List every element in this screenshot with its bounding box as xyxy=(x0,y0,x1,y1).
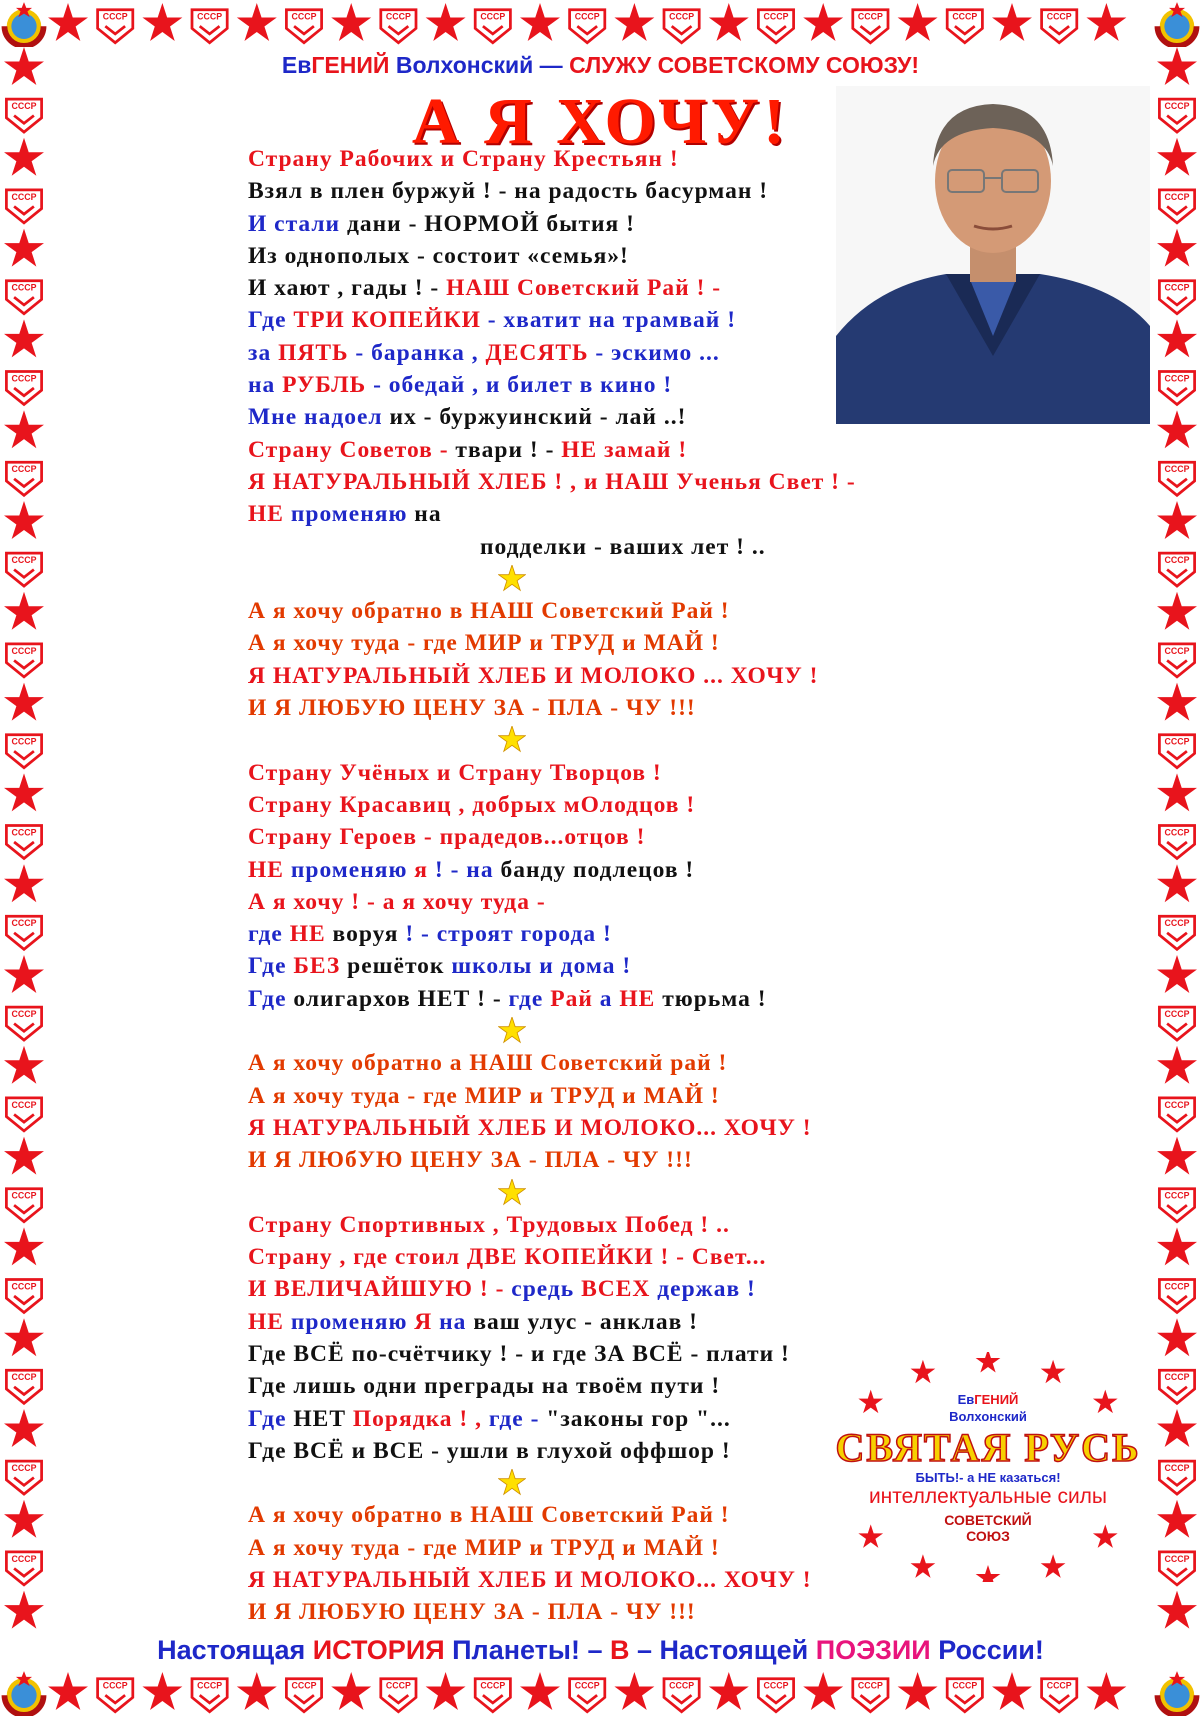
ussr-badge-icon xyxy=(98,1679,133,1712)
red-star-icon xyxy=(4,1409,44,1447)
text-segment: банду подлецов ! xyxy=(500,856,695,883)
ussr-emblem-icon xyxy=(4,1671,43,1715)
footer-segment: Планеты! – xyxy=(444,1635,610,1665)
logo-subtitle: интеллектуальные силы xyxy=(868,1485,1108,1508)
text-segment: Где ВСЁ и ВСЕ - ушли в глухой оффшор ! xyxy=(248,1437,731,1464)
red-star-icon xyxy=(898,1672,938,1710)
chorus-line xyxy=(248,627,968,659)
poem-line xyxy=(248,918,968,950)
ussr-badge-icon xyxy=(286,1679,321,1712)
text-segment: Мне надоел xyxy=(248,404,390,431)
red-star-icon xyxy=(1157,592,1197,630)
text-segment: А я хочу обратно в НАШ Советский Рай ! xyxy=(248,598,730,625)
red-star-icon xyxy=(426,1672,466,1710)
logo-bottom-1: СОВЕТСКИЙ xyxy=(944,1512,1032,1528)
text-segment: Страну Рабочих и Страну Крестьян ! xyxy=(248,146,679,172)
red-star-icon xyxy=(803,1672,843,1710)
ussr-badge-icon xyxy=(6,916,41,949)
divider-star-icon xyxy=(248,1015,968,1047)
text-segment: Порядка ! , xyxy=(352,1405,489,1432)
logo-author-name: ГЕНИЙ xyxy=(974,1392,1019,1407)
poem-line xyxy=(248,401,968,433)
red-star-icon xyxy=(520,3,560,41)
text-segment: ПЯТЬ xyxy=(278,339,349,366)
poem-line xyxy=(248,337,968,369)
text-segment: НЕ xyxy=(248,501,291,528)
ussr-badge-icon xyxy=(570,1679,605,1712)
ussr-emblem-icon xyxy=(1157,1671,1196,1715)
text-segment: Где лишь одни преграды на твоём пути ! xyxy=(248,1373,721,1400)
text-segment: променяю xyxy=(290,856,415,883)
text-segment: И Я ЛЮБУЮ ЦЕНУ ЗА - ПЛА - ЧУ !!! xyxy=(248,1599,696,1626)
red-star-icon xyxy=(1157,1046,1197,1084)
text-segment: Взял в плен буржуй ! - на радость басурман ! xyxy=(248,178,769,205)
text-segment: Из однополых - состоит «семья»! xyxy=(248,242,629,269)
red-star-icon xyxy=(1157,501,1197,539)
red-star-icon xyxy=(4,319,44,357)
ussr-badge-icon xyxy=(6,281,41,314)
ussr-badge-icon xyxy=(6,372,41,405)
text-segment: на xyxy=(248,372,283,399)
red-star-icon xyxy=(4,683,44,721)
poem-line xyxy=(248,466,968,498)
red-star-icon xyxy=(1157,773,1197,811)
red-star-icon xyxy=(976,1352,1001,1373)
red-star-icon xyxy=(992,3,1032,41)
red-star-icon xyxy=(4,410,44,448)
text-segment: И хают , гады ! - xyxy=(248,275,447,302)
red-star-icon xyxy=(1157,229,1197,267)
text-segment: И стали xyxy=(248,210,347,237)
text-segment: подделки - ваших лет ! .. xyxy=(480,533,766,560)
text-segment: Где ВСЁ по-счётчику ! - и где ЗА ВСЁ - плати ! xyxy=(248,1340,790,1367)
ussr-badge-icon xyxy=(758,1679,793,1712)
red-star-icon xyxy=(1086,1672,1126,1710)
text-segment: Где xyxy=(248,953,294,980)
ussr-badge-icon xyxy=(1159,553,1194,586)
text-segment: Где xyxy=(248,1405,294,1432)
text-segment: Я НАТУРАЛЬНЫЙ ХЛЕБ ! , и НАШ Ученья Свет ! - xyxy=(248,468,856,495)
ussr-badge-icon xyxy=(1159,281,1194,314)
ussr-badge-icon xyxy=(6,1461,41,1494)
ussr-badge-icon xyxy=(475,10,510,43)
text-segment: НАШ Советский Рай ! - xyxy=(446,275,722,302)
text-segment: ТРИ КОПЕЙКИ xyxy=(293,307,481,334)
text-segment: А я хочу обратно а НАШ Советский рай ! xyxy=(248,1050,728,1077)
text-segment: ДЕСЯТЬ xyxy=(485,339,589,366)
text-segment: средь xyxy=(511,1276,582,1303)
text-segment: дани - НОРМОЙ бытия ! xyxy=(346,210,635,237)
poem-line xyxy=(248,304,968,336)
red-star-icon xyxy=(237,3,277,41)
red-star-icon xyxy=(331,1672,371,1710)
ussr-badge-icon xyxy=(1042,1679,1077,1712)
ussr-badge-icon xyxy=(6,1007,41,1040)
poem-line xyxy=(248,143,968,175)
poem-line xyxy=(248,369,968,401)
red-star-icon xyxy=(911,1554,936,1578)
header-author-prefix: Ев xyxy=(281,52,312,78)
ussr-badge-icon xyxy=(1159,1461,1194,1494)
text-segment: я xyxy=(414,856,428,883)
text-segment: БЕЗ xyxy=(293,953,348,980)
text-segment: А я хочу ! - а я хочу туда - xyxy=(248,888,546,915)
poem-line xyxy=(248,498,968,530)
red-star-icon xyxy=(1157,683,1197,721)
logo-author xyxy=(828,1392,1148,1407)
logo-author-prefix: Ев xyxy=(957,1392,975,1407)
red-star-icon xyxy=(709,1672,749,1710)
poem-line xyxy=(248,434,968,466)
chorus-line xyxy=(248,692,968,724)
text-segment: - обедай , и билет в кино ! xyxy=(366,372,673,399)
ussr-badge-icon xyxy=(6,1098,41,1131)
red-star-icon xyxy=(48,1672,88,1710)
red-star-icon xyxy=(709,3,749,41)
ussr-badge-icon xyxy=(947,10,982,43)
text-segment: олигархов НЕТ ! - xyxy=(293,985,509,1012)
red-star-icon xyxy=(4,1500,44,1538)
red-star-icon xyxy=(4,1318,44,1356)
header-author-name: ГЕНИЙ xyxy=(311,52,390,78)
chorus-line xyxy=(248,1596,968,1628)
text-segment: Страну , где стоил ДВЕ КОПЕЙКИ ! - Свет... xyxy=(248,1244,767,1271)
text-segment: А я хочу туда - где МИР и ТРУД и МАЙ ! xyxy=(248,630,720,657)
ussr-badge-icon xyxy=(475,1679,510,1712)
ussr-badge-icon xyxy=(381,1679,416,1712)
red-star-icon xyxy=(4,229,44,267)
text-segment: где - xyxy=(488,1405,547,1432)
chorus xyxy=(248,1047,968,1176)
poem-line xyxy=(248,531,968,563)
ussr-badge-icon xyxy=(6,826,41,859)
text-segment: твари ! - xyxy=(455,436,562,463)
poem-title: А Я ХОЧУ! xyxy=(411,85,790,158)
red-star-icon xyxy=(1157,1227,1197,1265)
text-segment: школы и дома ! xyxy=(451,953,632,980)
ussr-badge-icon xyxy=(947,1679,982,1712)
poem-line xyxy=(248,272,968,304)
text-segment: на xyxy=(439,1308,474,1335)
red-star-icon xyxy=(4,1591,44,1629)
red-star-icon xyxy=(1157,955,1197,993)
logo-bottom-2: СОЮЗ xyxy=(966,1528,1010,1544)
text-segment: А я хочу туда - где МИР и ТРУД и МАЙ ! xyxy=(248,1082,720,1109)
poem-line xyxy=(248,983,968,1015)
text-segment: НЕ xyxy=(619,985,663,1012)
text-segment: - эскимо ... xyxy=(588,339,720,366)
ussr-badge-icon xyxy=(853,10,888,43)
text-segment: НЕ xyxy=(248,1308,291,1335)
text-segment: их - буржуинский - лай ..! xyxy=(389,404,687,431)
poem-line xyxy=(248,1273,968,1305)
red-star-icon xyxy=(1157,864,1197,902)
footer-segment: – Настоящей xyxy=(629,1635,816,1665)
poem-line xyxy=(248,208,968,240)
logo-motto: БЫТЬ!- а НЕ казаться! xyxy=(915,1470,1061,1485)
red-star-icon xyxy=(4,1137,44,1175)
text-segment: Страну Советов - xyxy=(248,436,456,463)
text-segment: Страну Спортивных , Трудовых Побед ! .. xyxy=(248,1211,730,1238)
ussr-badge-icon xyxy=(758,10,793,43)
text-segment: А я хочу обратно в НАШ Советский Рай ! xyxy=(248,1502,730,1529)
text-segment: А я хочу туда - где МИР и ТРУД и МАЙ ! xyxy=(248,1534,720,1561)
ussr-badge-icon xyxy=(1159,190,1194,223)
text-segment: И Я ЛЮбУЮ ЦЕНУ ЗА - ПЛА - ЧУ !!! xyxy=(248,1147,693,1174)
red-star-icon xyxy=(4,955,44,993)
red-star-icon xyxy=(1157,1409,1197,1447)
text-segment: променяю xyxy=(290,501,415,528)
text-segment: променяю xyxy=(290,1308,415,1335)
text-segment: на xyxy=(414,501,442,528)
poem-line xyxy=(248,854,968,886)
text-segment: И Я ЛЮБУЮ ЦЕНУ ЗА - ПЛА - ЧУ !!! xyxy=(248,695,696,722)
chorus-line xyxy=(248,595,968,627)
poem-line xyxy=(248,757,968,789)
ussr-badge-icon xyxy=(6,1189,41,1222)
text-segment: "законы гор "... xyxy=(546,1405,731,1432)
ussr-badge-icon xyxy=(1042,10,1077,43)
ussr-badge-icon xyxy=(1159,1552,1194,1585)
ussr-badge-icon xyxy=(1159,735,1194,768)
red-star-icon xyxy=(4,501,44,539)
footer-segment: В xyxy=(609,1635,630,1665)
red-star-icon xyxy=(426,3,466,41)
poem-line xyxy=(248,821,968,853)
footer-segment: Настоящая xyxy=(157,1635,313,1665)
red-star-icon xyxy=(142,3,182,41)
divider-star-icon xyxy=(248,724,968,756)
poem-line xyxy=(248,175,968,207)
ussr-badge-icon xyxy=(6,1370,41,1403)
footer-segment: России! xyxy=(930,1635,1044,1665)
red-star-icon xyxy=(4,864,44,902)
text-segment: Где xyxy=(248,307,294,334)
red-star-icon xyxy=(4,592,44,630)
chorus-line xyxy=(248,660,968,692)
ussr-badge-icon xyxy=(1159,644,1194,677)
red-star-icon xyxy=(48,3,88,41)
chorus xyxy=(248,595,968,724)
text-segment: - хватит на трамвай ! xyxy=(480,307,737,334)
text-segment: ваш улус - анклав ! xyxy=(473,1308,699,1335)
ussr-badge-icon xyxy=(1159,1280,1194,1313)
ussr-badge-icon xyxy=(1159,1189,1194,1222)
red-star-icon xyxy=(614,1672,654,1710)
red-star-icon xyxy=(331,3,371,41)
header-author-surname: Волхонский — xyxy=(389,52,570,78)
ussr-badge-icon xyxy=(664,1679,699,1712)
text-segment: ! - строят города ! xyxy=(405,921,612,948)
footer-line xyxy=(0,1635,1201,1666)
poem-line xyxy=(248,886,968,918)
poem-line xyxy=(248,1306,968,1338)
logo-main-text: СВЯТАЯ РУСЬ xyxy=(835,1425,1141,1470)
ussr-badge-icon xyxy=(1159,1098,1194,1131)
chorus-line xyxy=(248,1112,968,1144)
ussr-badge-icon xyxy=(664,10,699,43)
red-star-icon xyxy=(1086,3,1126,41)
ussr-badge-icon xyxy=(6,1552,41,1585)
header-line xyxy=(0,52,1201,79)
chorus-line xyxy=(248,1144,968,1176)
poem-line xyxy=(248,950,968,982)
red-star-icon xyxy=(911,1360,936,1384)
chorus-line xyxy=(248,1080,968,1112)
ussr-badge-icon xyxy=(6,735,41,768)
ussr-badge-icon xyxy=(1159,1370,1194,1403)
ussr-badge-icon xyxy=(381,10,416,43)
poem-line xyxy=(248,789,968,821)
red-star-icon xyxy=(1157,319,1197,357)
text-segment: воруя xyxy=(332,921,406,948)
red-star-icon xyxy=(520,1672,560,1710)
text-segment: за xyxy=(248,339,279,366)
text-segment: Я НАТУРАЛЬНЫЙ ХЛЕБ И МОЛОКО... ХОЧУ ! xyxy=(248,1114,812,1141)
red-star-icon xyxy=(4,1046,44,1084)
ussr-badge-icon xyxy=(6,1280,41,1313)
red-star-icon xyxy=(1157,1500,1197,1538)
red-star-icon xyxy=(803,3,843,41)
ussr-badge-icon xyxy=(192,10,227,43)
red-star-icon xyxy=(4,1227,44,1265)
footer-segment: ПОЭЗИИ xyxy=(815,1635,931,1665)
ussr-emblem-icon xyxy=(1157,2,1196,46)
red-star-icon xyxy=(614,3,654,41)
text-segment: НЕ xyxy=(248,856,291,883)
text-segment: Рай xyxy=(550,985,600,1012)
ussr-badge-icon xyxy=(853,1679,888,1712)
red-star-icon xyxy=(1041,1554,1066,1578)
ussr-badge-icon xyxy=(6,553,41,586)
red-star-icon xyxy=(237,1672,277,1710)
ussr-badge-icon xyxy=(6,462,41,495)
red-star-icon xyxy=(142,1672,182,1710)
ussr-badge-icon xyxy=(1159,462,1194,495)
divider-star-icon xyxy=(248,563,968,595)
text-segment: решёток xyxy=(347,953,452,980)
text-segment: НЕ xyxy=(289,921,333,948)
text-segment: Я НАТУРАЛЬНЫЙ ХЛЕБ И МОЛОКО ... ХОЧУ ! xyxy=(248,662,819,689)
ussr-badge-icon xyxy=(6,190,41,223)
poem-line xyxy=(248,240,968,272)
text-segment: - баранка , xyxy=(348,339,486,366)
ussr-badge-icon xyxy=(570,10,605,43)
text-segment: Страну Красавиц , добрых мОлодцов ! xyxy=(248,791,696,818)
red-star-icon xyxy=(898,3,938,41)
text-segment: Страну Героев - прадедов...отцов ! xyxy=(248,824,646,851)
text-segment: а xyxy=(599,985,620,1012)
ussr-badge-icon xyxy=(286,10,321,43)
text-segment: держав ! xyxy=(657,1276,756,1303)
red-star-icon xyxy=(992,1672,1032,1710)
red-star-icon xyxy=(1157,1318,1197,1356)
text-segment: ! - на xyxy=(428,856,501,883)
text-segment: И ВЕЛИЧАЙШУЮ ! - xyxy=(248,1276,512,1303)
ussr-badge-icon xyxy=(1159,372,1194,405)
poem-line xyxy=(248,1241,968,1273)
text-segment: НЕ замай ! xyxy=(561,436,688,463)
red-star-icon xyxy=(1041,1360,1066,1384)
ussr-badge-icon xyxy=(1159,826,1194,859)
footer-segment: ИСТОРИЯ xyxy=(312,1635,445,1665)
header-slogan: СЛУЖУ СОВЕТСКОМУ СОЮЗУ! xyxy=(569,52,920,78)
logo-author-surname: Волхонский xyxy=(949,1409,1027,1424)
text-segment: тюрьма ! xyxy=(662,985,767,1012)
red-star-icon xyxy=(1157,1591,1197,1629)
text-segment: где xyxy=(508,985,551,1012)
ussr-badge-icon xyxy=(192,1679,227,1712)
red-star-icon xyxy=(976,1565,1001,1582)
text-segment: ВСЕХ xyxy=(581,1276,658,1303)
red-star-icon xyxy=(1157,410,1197,448)
ussr-badge-icon xyxy=(6,644,41,677)
text-segment: Я xyxy=(414,1308,440,1335)
text-segment: Я НАТУРАЛЬНЫЙ ХЛЕБ И МОЛОКО... ХОЧУ ! xyxy=(248,1567,812,1594)
text-segment: где xyxy=(248,921,290,948)
ussr-badge-icon xyxy=(1159,916,1194,949)
text-segment: Страну Учёных и Страну Творцов ! xyxy=(248,759,662,786)
ussr-badge-icon xyxy=(1159,1007,1194,1040)
ussr-emblem-icon xyxy=(4,2,43,46)
svyataya-rus-logo xyxy=(828,1352,1148,1582)
divider-star-icon xyxy=(248,1177,968,1209)
red-star-icon xyxy=(4,773,44,811)
text-segment: Где xyxy=(248,985,294,1012)
chorus-line xyxy=(248,1047,968,1079)
text-segment: НЕТ xyxy=(293,1405,353,1432)
ussr-badge-icon xyxy=(98,10,133,43)
red-star-icon xyxy=(1157,1137,1197,1175)
text-segment: РУБЛЬ xyxy=(282,372,367,399)
poem-line xyxy=(248,1209,968,1241)
